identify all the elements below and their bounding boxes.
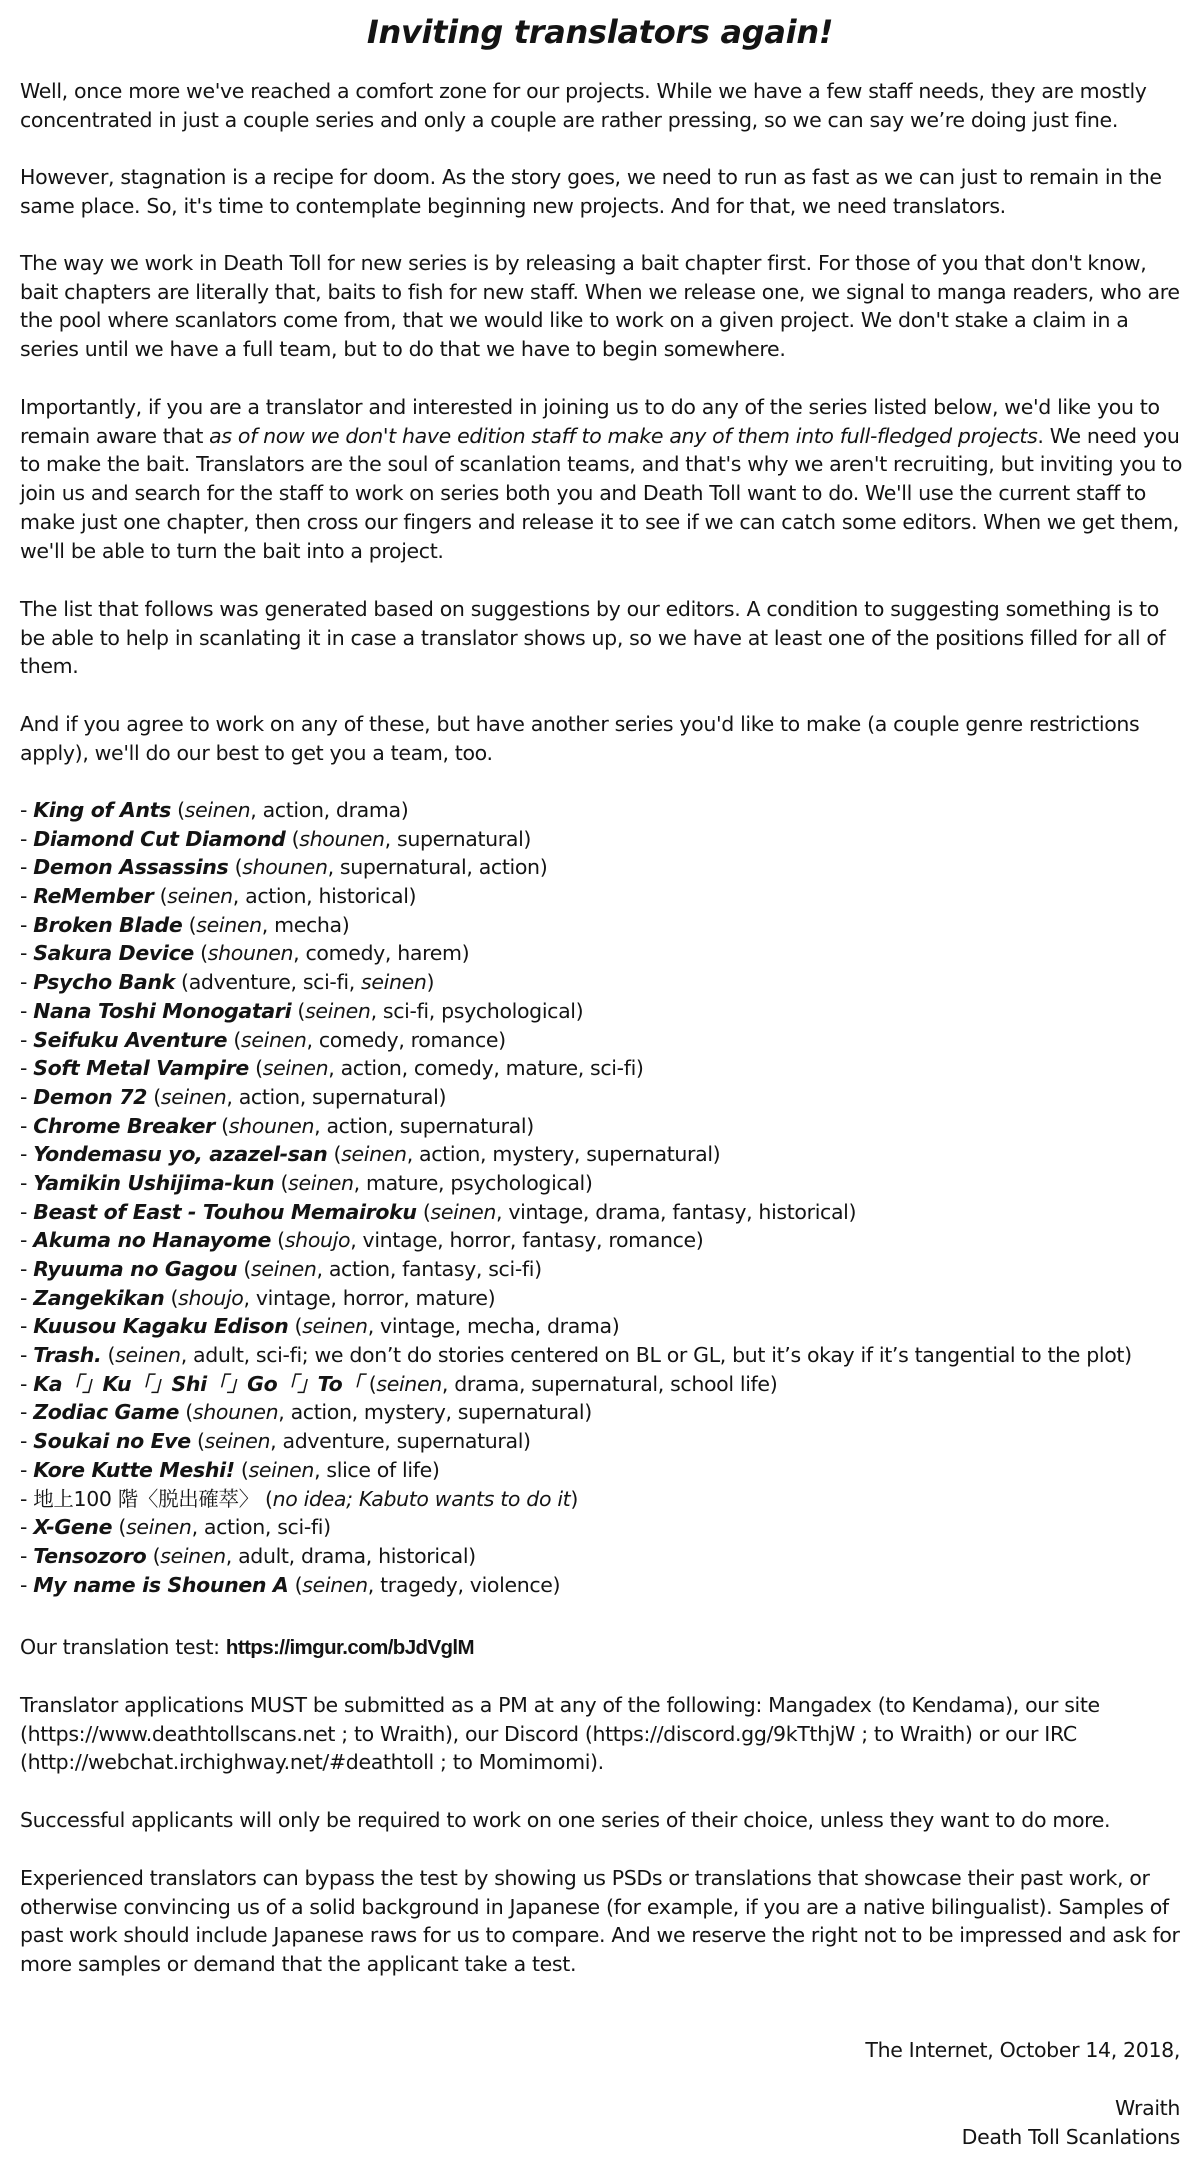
paragraph-list-origin: The list that follows was generated based on suggestions by our editors. A condition to suggesting something is to be able to help in scanlating it in case a translator shows up, so we have at least one of the positions filled for all of them. xyxy=(20,597,1166,679)
series-genres: , action, historical) xyxy=(232,884,417,909)
series-title: Seifuku Aventure xyxy=(33,1027,228,1052)
series-genres: , action, supernatural) xyxy=(314,1113,534,1138)
series-demographic: shounen xyxy=(207,941,294,966)
series-list-item: - Akuma no Hanayome (shoujo, vintage, horror, fantasy, romance) xyxy=(20,1228,704,1253)
series-title: My name is Shounen A xyxy=(33,1572,289,1597)
series-demographic: seinen xyxy=(305,998,371,1023)
series-genres: , action, mystery, supernatural) xyxy=(406,1142,721,1167)
series-title: 地上100 階〈脱出確萃〉 xyxy=(33,1486,259,1511)
series-demographic: shounen xyxy=(299,826,385,851)
series-title: Tensozoro xyxy=(33,1543,147,1568)
series-title: Sakura Device xyxy=(33,941,194,966)
series-genres: , vintage, horror, mature) xyxy=(243,1285,496,1310)
series-title: Yondemasu yo, azazel-san xyxy=(33,1142,328,1167)
series-title: Beast of East - Touhou Memairoku xyxy=(33,1199,417,1224)
series-demographic: seinen xyxy=(167,884,233,909)
series-genres: , adventure, supernatural) xyxy=(270,1429,531,1454)
series-title: Ryuuma no Gagou xyxy=(33,1257,238,1281)
series-list-item: - Sakura Device (shounen, comedy, harem) xyxy=(20,941,470,966)
series-list-item: - Diamond Cut Diamond (shounen, supernatural) xyxy=(20,826,532,851)
series-list-item: - Tensozoro (seinen, adult, drama, historical) xyxy=(20,1543,476,1568)
series-title: Zodiac Game xyxy=(33,1400,180,1425)
series-list-item: - Psycho Bank (adventure, sci-fi, seinen) xyxy=(20,970,435,995)
series-demographic: seinen xyxy=(241,1027,307,1052)
series-demographic: seinen xyxy=(302,1314,368,1339)
series-demographic: shounen xyxy=(242,855,328,880)
series-genres: , sci-fi, psychological) xyxy=(370,998,584,1023)
series-demographic: seinen xyxy=(196,912,262,937)
series-list-item: - ReMember (seinen, action, historical) xyxy=(20,884,417,909)
series-genres: , vintage, drama, fantasy, historical) xyxy=(495,1199,857,1224)
series-title: Nana Toshi Monogatari xyxy=(33,998,292,1023)
paragraph-importantly-emphasis: as of now we don't have edition staff to make any of them into full-fledged projects xyxy=(209,423,1038,448)
series-demographic: seinen xyxy=(288,1170,354,1195)
series-demographic: seinen xyxy=(126,1515,192,1540)
signature-name: Wraith xyxy=(1115,2096,1180,2120)
series-list-item: - Beast of East - Touhou Memairoku (seinen, vintage, drama, fantasy, historical) xyxy=(20,1199,857,1224)
paragraph-experienced: Experienced translators can bypass the test by showing us PSDs or translations that showcase their past work, or otherwise convincing us of a solid background in Japanese (for example, if you are a native bilingualist). Samples of past work should include Japanese raws for us to compare. And we reserve the right not to be impressed and ask for more samples or demand that the applicant take a test. xyxy=(20,1866,1180,1977)
series-genres: , action, drama) xyxy=(250,798,409,822)
series-list-item: - Ryuuma no Gagou (seinen, action, fantasy, sci-fi) xyxy=(20,1257,542,1281)
paragraph-importantly-end: . We need you to make the bait. Translators are the soul of scanlation teams, and that's why we aren't recruiting, but inviting you to join us and search for the staff to work on series both you and Death Toll want to do. We'll use the current staff to make just one chapter, then cross our fingers and release it to see if we can catch some editors. When we get them, we'll be able to turn the bait into a project. xyxy=(20,423,1183,563)
series-title: Kore Kutte Meshi! xyxy=(33,1457,235,1482)
series-list-item: - Demon 72 (seinen, action, supernatural) xyxy=(20,1084,447,1109)
series-genres: , adult, drama, historical) xyxy=(225,1543,476,1568)
series-genres: , action, fantasy, sci-fi) xyxy=(316,1257,542,1281)
series-demographic: shounen xyxy=(228,1113,315,1138)
series-genres: , supernatural) xyxy=(384,826,532,851)
series-title: Diamond Cut Diamond xyxy=(33,826,286,851)
series-demographic: seinen xyxy=(160,1084,227,1109)
series-list xyxy=(20,796,1185,1599)
series-genres: , drama, supernatural, school life) xyxy=(441,1371,778,1396)
series-demographic: seinen xyxy=(302,1572,368,1597)
series-list-item: - Demon Assassins (shounen, supernatural, action) xyxy=(20,855,548,880)
series-title: Broken Blade xyxy=(33,912,183,937)
series-title: ReMember xyxy=(33,884,154,909)
paragraph-bait-chapters: The way we work in Death Toll for new series is by releasing a bait chapter first. For those of you that don't know, bait chapters are literally that, baits to fish for new staff. When we release one, we signal to manga readers, who are the pool where scanlators come from, that we would like to work on a given project. We don't stake a claim in a series until we have a full team, but to do that we have to begin somewhere. xyxy=(20,251,1180,362)
series-genres: , tragedy, violence) xyxy=(367,1572,561,1597)
series-title: King of Ants xyxy=(33,798,171,822)
series-title: Ka「」Ku「」Shi「」Go「」To「 xyxy=(33,1371,363,1396)
series-genres: , vintage, horror, fantasy, romance) xyxy=(350,1228,704,1253)
translation-test-label: Our translation test: xyxy=(20,1635,226,1659)
series-genres: , mature, psychological) xyxy=(353,1170,593,1195)
series-list-item: - Yamikin Ushijima-kun (seinen, mature, psychological) xyxy=(20,1170,593,1195)
series-demographic: seinen xyxy=(248,1457,315,1482)
series-genres: , comedy, harem) xyxy=(293,941,470,966)
series-genres: , adult, sci-fi; we don’t do stories centered on BL or GL, but it’s okay if it’s tangential to the plot) xyxy=(180,1343,1132,1368)
series-genres: , action, mystery, supernatural) xyxy=(278,1400,592,1425)
series-list-item: - Trash. (seinen, adult, sci-fi; we don’t do stories centered on BL or GL, but it’s okay if it’s tangential to the plot) xyxy=(20,1343,1132,1368)
series-genres: , action, supernatural) xyxy=(226,1084,447,1109)
series-genres: , slice of life) xyxy=(314,1457,440,1482)
series-demographic: shoujo xyxy=(178,1285,244,1310)
paragraph-stagnation: However, stagnation is a recipe for doom. As the story goes, we need to run as fast as we can just to remain in the same place. So, it's time to contemplate beginning new projects. And for that, we need translators. xyxy=(20,165,1162,218)
series-title: Trash. xyxy=(33,1343,102,1368)
series-demographic: seinen xyxy=(361,970,427,995)
series-list-item: - Kore Kutte Meshi! (seinen, slice of life) xyxy=(20,1457,440,1482)
series-title: Demon 72 xyxy=(33,1084,148,1109)
series-list-item: - My name is Shounen A (seinen, tragedy, violence) xyxy=(20,1572,561,1597)
series-demographic: shounen xyxy=(192,1400,279,1425)
series-genres-pre: adventure, sci-fi, xyxy=(188,970,362,995)
series-title: Soukai no Eve xyxy=(33,1429,191,1454)
series-list-item: - Zodiac Game (shounen, action, mystery, supernatural) xyxy=(20,1400,592,1425)
series-genres: ) xyxy=(426,970,435,995)
series-genres: , vintage, mecha, drama) xyxy=(367,1314,620,1339)
document-title: Inviting translators again! xyxy=(366,13,834,51)
series-list-item: - Soft Metal Vampire (seinen, action, comedy, mature, sci-fi) xyxy=(20,1056,644,1081)
series-title: Soft Metal Vampire xyxy=(33,1056,249,1081)
series-genres: , action, sci-fi) xyxy=(191,1515,331,1540)
series-title: Chrome Breaker xyxy=(33,1113,215,1138)
series-demographic: seinen xyxy=(115,1343,181,1368)
series-demographic: seinen xyxy=(250,1257,317,1281)
series-genres: , comedy, romance) xyxy=(306,1027,506,1052)
series-demographic: seinen xyxy=(262,1056,329,1081)
series-list-item: - Kuusou Kagaku Edison (seinen, vintage, mecha, drama) xyxy=(20,1314,620,1339)
series-list-item: - King of Ants (seinen, action, drama) xyxy=(20,798,409,822)
series-genres: , action, comedy, mature, sci-fi) xyxy=(328,1056,644,1081)
series-list-item: - Soukai no Eve (seinen, adventure, supernatural) xyxy=(20,1429,531,1454)
series-demographic: seinen xyxy=(204,1429,271,1454)
paragraph-applications: Translator applications MUST be submitted as a PM at any of the following: Mangadex (to Kendama), our site (https://www.deathtollscans.net ; to Wraith), our Discord (https://discord.gg/9kTthjW ; to Wraith) or our IRC (http://webchat.irchighway.net/#deathtoll ; to Momimomi). xyxy=(20,1693,1100,1775)
series-title: Psycho Bank xyxy=(33,970,175,995)
translation-test-link[interactable]: https://imgur.com/bJdVglM xyxy=(225,1636,475,1659)
series-list-item: - Broken Blade (seinen, mecha) xyxy=(20,912,350,937)
series-title: X-Gene xyxy=(33,1515,113,1540)
series-title: Kuusou Kagaku Edison xyxy=(33,1314,289,1339)
series-list-item: - 地上100 階〈脱出確萃〉 (no idea; Kabuto wants to do it) xyxy=(20,1486,579,1511)
series-demographic: seinen xyxy=(184,798,251,822)
series-genres: , mecha) xyxy=(261,912,350,937)
series-list-item: - Chrome Breaker (shounen, action, supernatural) xyxy=(20,1113,534,1138)
series-note: no idea; Kabuto wants to do it xyxy=(272,1486,571,1511)
series-demographic: seinen xyxy=(430,1199,496,1224)
series-list-item: - Yondemasu yo, azazel-san (seinen, action, mystery, supernatural) xyxy=(20,1142,721,1167)
paragraph-comfort-zone: Well, once more we've reached a comfort zone for our projects. While we have a few staff needs, they are mostly concentrated in just a couple series and only a couple are rather pressing, so we can say we’re doing just fine. xyxy=(20,79,1147,132)
series-title: Demon Assassins xyxy=(33,855,229,880)
series-title: Akuma no Hanayome xyxy=(33,1228,272,1253)
paragraph-importantly xyxy=(20,393,1185,565)
series-demographic: seinen xyxy=(341,1142,407,1167)
series-list-item: - Seifuku Aventure (seinen, comedy, romance) xyxy=(20,1027,506,1052)
series-demographic: seinen xyxy=(376,1371,442,1396)
series-list-item: - Zangekikan (shoujo, vintage, horror, mature) xyxy=(20,1285,496,1310)
series-list-item: - Nana Toshi Monogatari (seinen, sci-fi, psychological) xyxy=(20,998,584,1023)
series-demographic: shoujo xyxy=(284,1228,351,1253)
series-list-item: - X-Gene (seinen, action, sci-fi) xyxy=(20,1515,331,1540)
series-genres: , supernatural, action) xyxy=(327,855,548,880)
series-demographic: seinen xyxy=(160,1543,226,1568)
signature-place-date: The Internet, October 14, 2018, xyxy=(865,2038,1180,2062)
paragraph-importantly-start: Importantly, if you are a translator and interested in joining us to do any of the series listed below, we'd like you to remain aware that xyxy=(20,395,1160,448)
series-title: Yamikin Ushijima-kun xyxy=(33,1170,275,1195)
paragraph-one-series: Successful applicants will only be required to work on one series of their choice, unless they want to do more. xyxy=(20,1808,1111,1832)
series-list-item: - Ka「」Ku「」Shi「」Go「」To「 (seinen, drama, supernatural, school life) xyxy=(20,1371,778,1396)
paragraph-other-series: And if you agree to work on any of these, but have another series you'd like to make (a couple genre restrictions apply), we'll do our best to get you a team, too. xyxy=(20,712,1140,765)
series-title: Zangekikan xyxy=(33,1285,165,1310)
signature-group: Death Toll Scanlations xyxy=(961,2125,1180,2149)
translation-test-line xyxy=(20,1633,1185,1663)
